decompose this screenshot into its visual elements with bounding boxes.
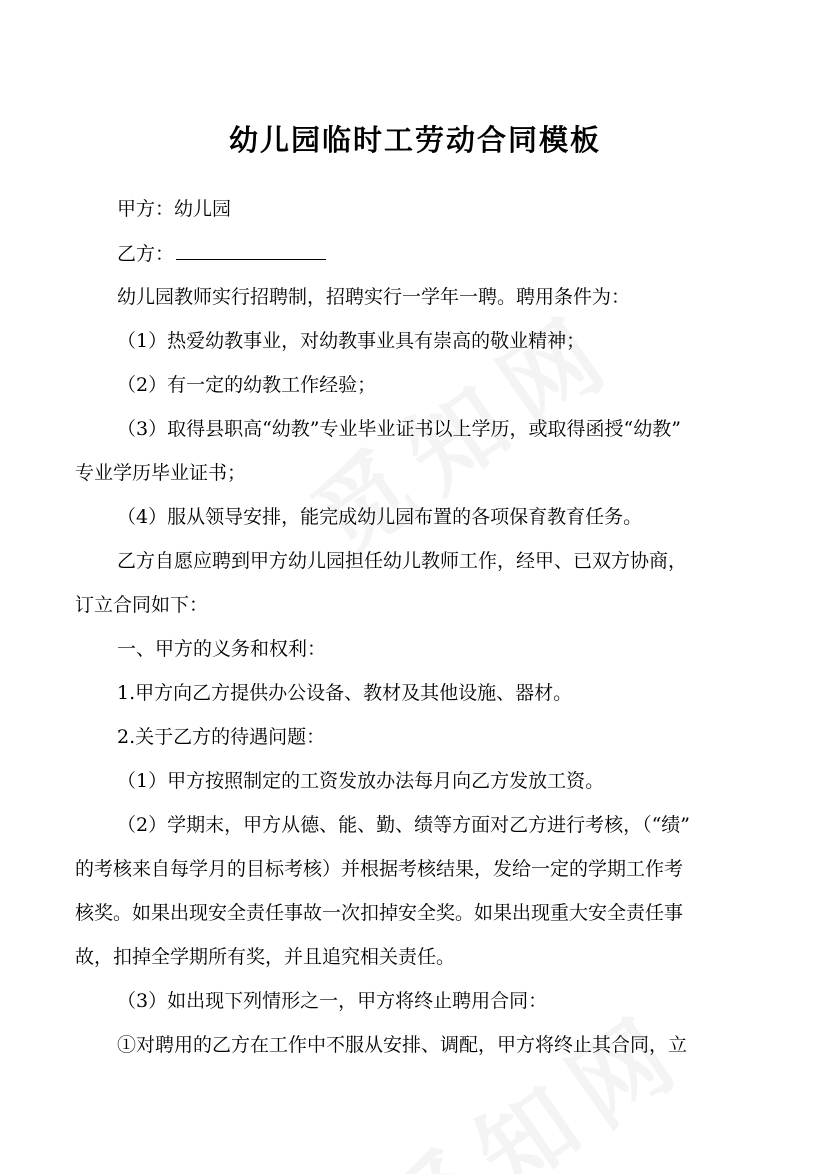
document-title: 幼儿园临时工劳动合同模板: [228, 123, 601, 157]
paragraph-line: （2）学期末，甲方从德、能、勤、绩等方面对乙方进行考核，（“绩”: [117, 814, 691, 836]
party-b-label: 乙方：: [117, 243, 175, 265]
paragraph-line: 乙方自愿应聘到甲方幼儿园担任幼儿教师工作，经甲、已双方协商，: [117, 550, 688, 572]
paragraph-line: 专业学历毕业证书；: [75, 462, 247, 484]
paragraph-line: （3）如出现下列情形之一，甲方将终止聘用合同：: [117, 990, 548, 1012]
paragraph-line: （3）取得县职高“幼教”专业毕业证书以上学历，或取得函授“幼教”: [117, 418, 681, 440]
paragraph-line: （1）甲方按照制定的工资发放办法每月向乙方发放工资。: [117, 770, 605, 792]
paragraph-line: （4）服从领导安排，能完成幼儿园布置的各项保育教育任务。: [117, 506, 643, 528]
paragraph-line: 幼儿园教师实行招聘制，招聘实行一学年一聘。聘用条件为：: [117, 286, 631, 308]
paragraph-line: 1.甲方向乙方提供办公设备、教材及其他设施、器材。: [117, 682, 573, 704]
party-b-blank: [176, 241, 326, 260]
party-b-line: [117, 241, 326, 266]
paragraph-line: 订立合同如下：: [75, 594, 209, 616]
paragraph-line: 的考核来自每学月的目标考核）并根据考核结果，发给一定的学期工作考: [75, 858, 684, 880]
paragraph-line: ①对聘用的乙方在工作中不服从安排、调配，甲方将终止其合同，立: [117, 1034, 688, 1056]
paragraph-line: （2）有一定的幼教工作经验；: [117, 374, 377, 396]
paragraph-line: 核奖。如果出现安全责任事故一次扣掉安全奖。如果出现重大安全责任事: [75, 902, 684, 924]
paragraph-line: 故，扣掉全学期所有奖，并且追究相关责任。: [75, 946, 456, 968]
paragraph-line: 2.关于乙方的待遇问题：: [117, 726, 326, 748]
section-heading: 一、甲方的义务和权利：: [117, 638, 327, 660]
party-a-line: 甲方：幼儿园: [117, 198, 232, 220]
paragraph-line: （1）热爱幼教事业，对幼教事业具有崇高的敬业精神；: [117, 330, 586, 352]
